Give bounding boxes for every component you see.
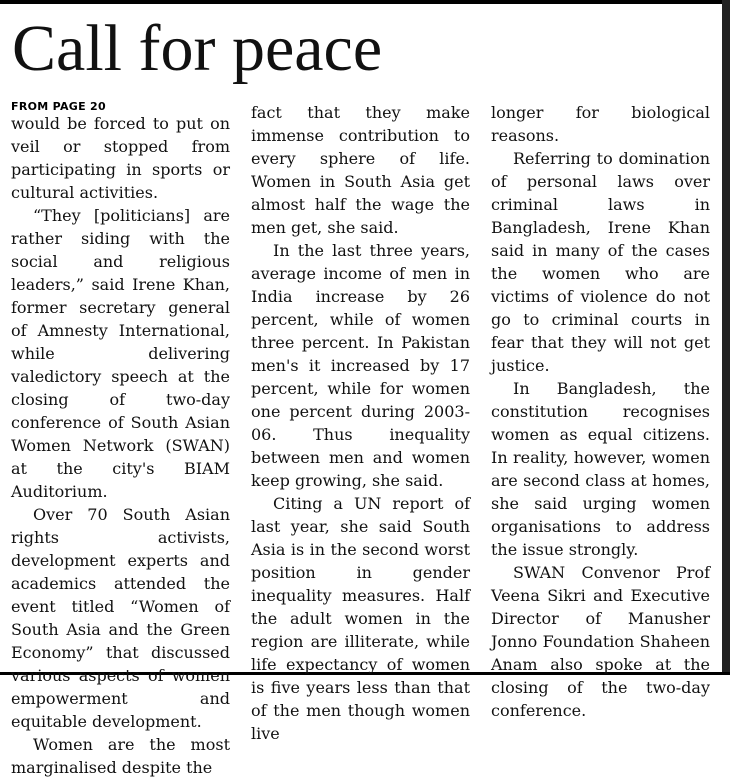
paragraph: longer for biological reasons. bbox=[491, 103, 710, 145]
article-column-1 bbox=[11, 97, 230, 779]
paragraph: Referring to domination of personal laws over criminal laws in Bangladesh, Irene Khan said in many of the cases the women who are victims of violence do not go to criminal courts in fear that they will not get justice. bbox=[491, 149, 710, 375]
paragraph: In Bangladesh, the constitution recognises women as equal citizens. In reality, however, women are second class at homes, she said urging women organisations to address the issue strongly. bbox=[491, 379, 710, 559]
article-column-3 bbox=[491, 97, 710, 722]
headline: Call for peace bbox=[12, 12, 383, 85]
paragraph: fact that they make immense contribution to every sphere of life. Women in South Asia get almost half the wage the men get, she said. bbox=[251, 103, 470, 237]
top-rule bbox=[0, 0, 730, 4]
paragraph: “They [politicians] are rather siding with the social and religious leaders,” said Irene Khan, former secretary general of Amnesty International, while delivering valedictory speech at the closing of two-day conference of South Asian Women Network (SWAN) at the city's BIAM Auditorium. bbox=[11, 206, 230, 501]
continued-from-kicker: FROM PAGE 20 bbox=[11, 100, 106, 113]
right-edge-rule bbox=[722, 0, 730, 675]
article-column-2 bbox=[251, 97, 470, 745]
paragraph: SWAN Convenor Prof Veena Sikri and Executive Director of Manusher Jonno Foundation Shaheen Anam also spoke at the closing of the two-day conference. bbox=[491, 563, 710, 720]
paragraph: Women are the most marginalised despite the bbox=[11, 735, 230, 777]
paragraph: In the last three years, average income of men in India increase by 26 percent, while of women three percent. In Pakistan men's it increased by 17 percent, while for women one percent during 2003-06. Thus inequality between men and women keep growing, she said. bbox=[251, 241, 470, 490]
paragraph: Over 70 South Asian rights activists, development experts and academics attended the event titled “Women of South Asia and the Green Economy” that discussed various aspects of women empowerment and equitable development. bbox=[11, 505, 230, 731]
paragraph: Citing a UN report of last year, she said South Asia is in the second worst position in gender inequality measures. Half the adult women in the region are illiterate, while life expectancy of women is five years less than that of the men though women live bbox=[251, 494, 470, 743]
paragraph: would be forced to put on veil or stopped from participating in sports or cultural activities. bbox=[11, 114, 230, 202]
